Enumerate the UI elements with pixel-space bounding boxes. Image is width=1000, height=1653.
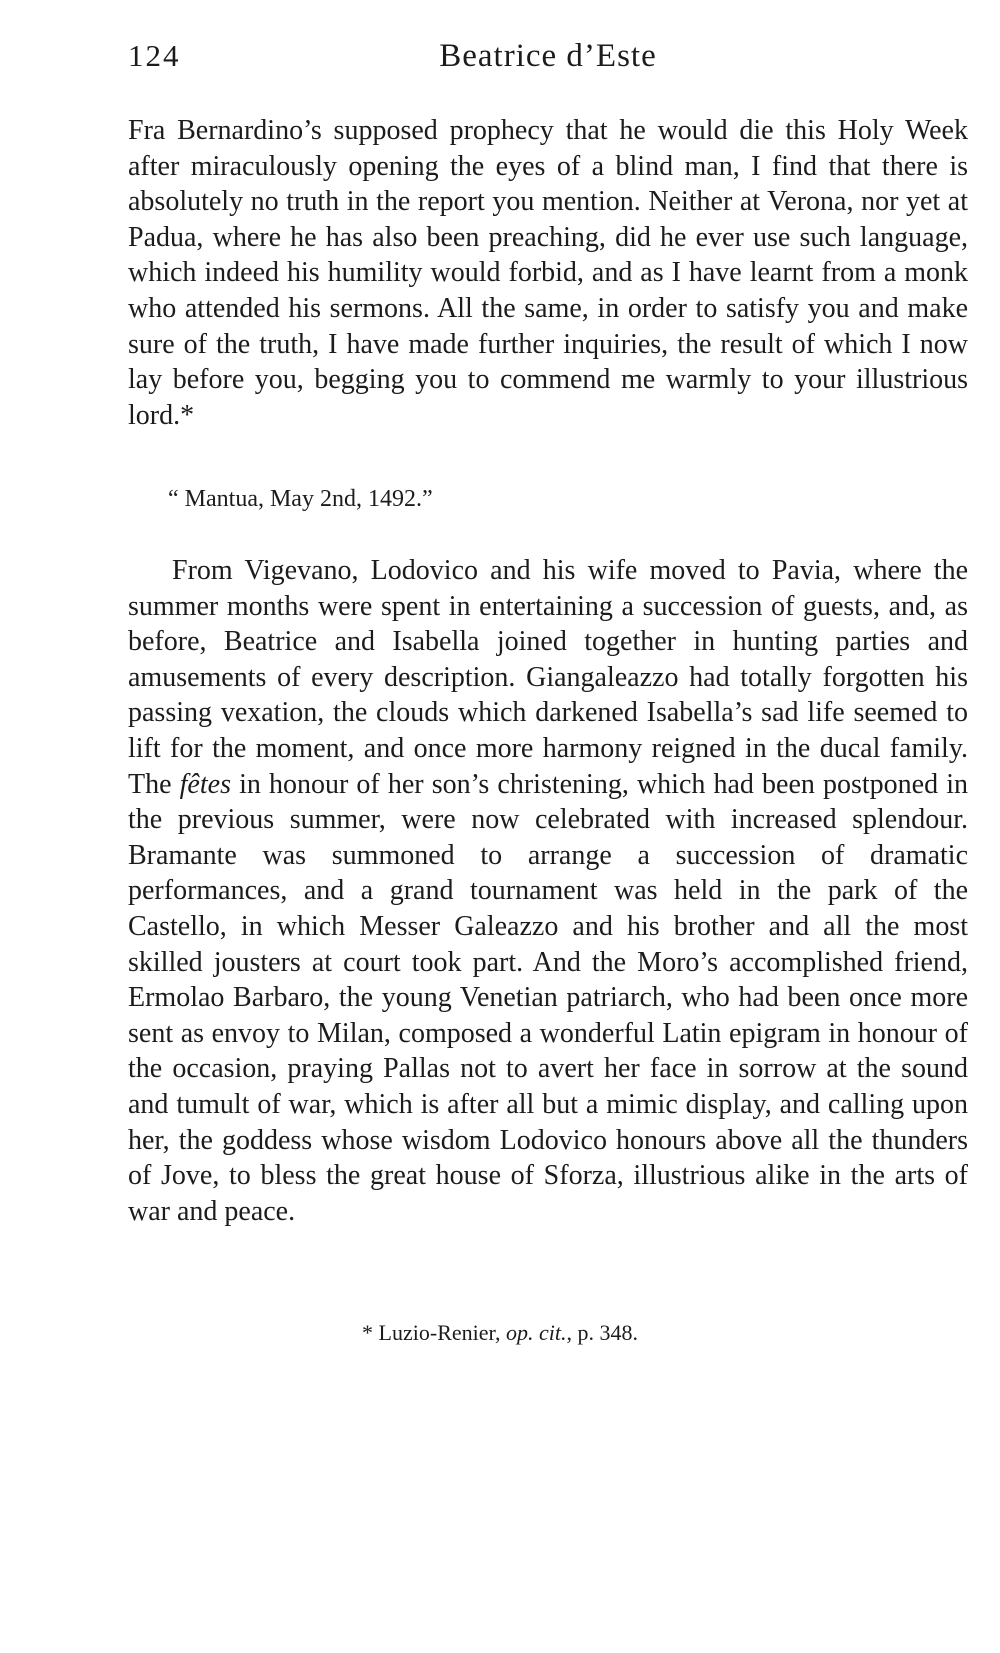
letter-paragraph xyxy=(128,113,968,433)
footnote-work: op. cit. xyxy=(505,1320,567,1345)
page-number: 124 xyxy=(128,38,181,73)
narrative-text-part-1: From Vigevano, Lodovico and his wife moved to Pavia, where the summer months were spent in entertaining a succession of guests, and, as before, Beatrice and Isabella joined together in hunting parties and amusements of every description. Giangaleazzo had totally forgotten his passing vexation, the clouds which darkened Isabella’s sad life seemed to lift for the moment, and once more harmony reigned in the ducal family. The xyxy=(128,555,968,800)
narrative-paragraph xyxy=(128,553,968,1229)
letter-text: Fra Bernardino’s supposed prophecy that he would die this Holy Week after miraculously opening the eyes of a blind man, I find that there is absolutely no truth in the report you mention. Neither at Verona, nor yet at Padua, where he has also been preaching, did he ever use such language, which indeed his humility would forbid, and as I have learnt from a monk who attended his sermons. All the same, in order to satisfy you and make sure of the truth, I have made further inquiries, the result of which I now lay before you, begging you to commend me warmly to your illustrious lord.* xyxy=(128,115,968,431)
page-header xyxy=(128,38,968,82)
footnote-page: , p. 348. xyxy=(566,1320,638,1345)
italic-fetes: fêtes xyxy=(179,768,231,800)
narrative-text-part-2: in honour of her son’s christening, which had been postponed in the previous summer, were now celebrated with increased splendour. Bramante was summoned to arrange a succession of dramatic performances, and a grand tournament was held in the park of the Castello, in which Messer Galeazzo and his brother and all the most skilled jousters at court took part. And the Moro’s accomplished friend, Ermolao Barbaro, the young Venetian patriarch, who had been once more sent as envoy to Milan, composed a wonderful Latin epigram in honour of the occasion, praying Pallas not to avert her face in sorrow at the sound and tumult of war, which is after all but a mimic display, and calling upon her, the goddess whose wisdom Lodovico honours above all the thunders of Jove, to bless the great house of Sforza, illustrious alike in the arts of war and peace. xyxy=(128,768,969,1227)
footnote xyxy=(0,1320,1000,1346)
narrative-text xyxy=(128,553,968,1229)
footnote-marker: * xyxy=(362,1320,374,1345)
running-title: Beatrice d’Este xyxy=(439,38,657,74)
letter-dateline: “ Mantua, May 2nd, 1492.” xyxy=(168,486,433,512)
footnote-author: Luzio-Renier, xyxy=(373,1320,506,1345)
